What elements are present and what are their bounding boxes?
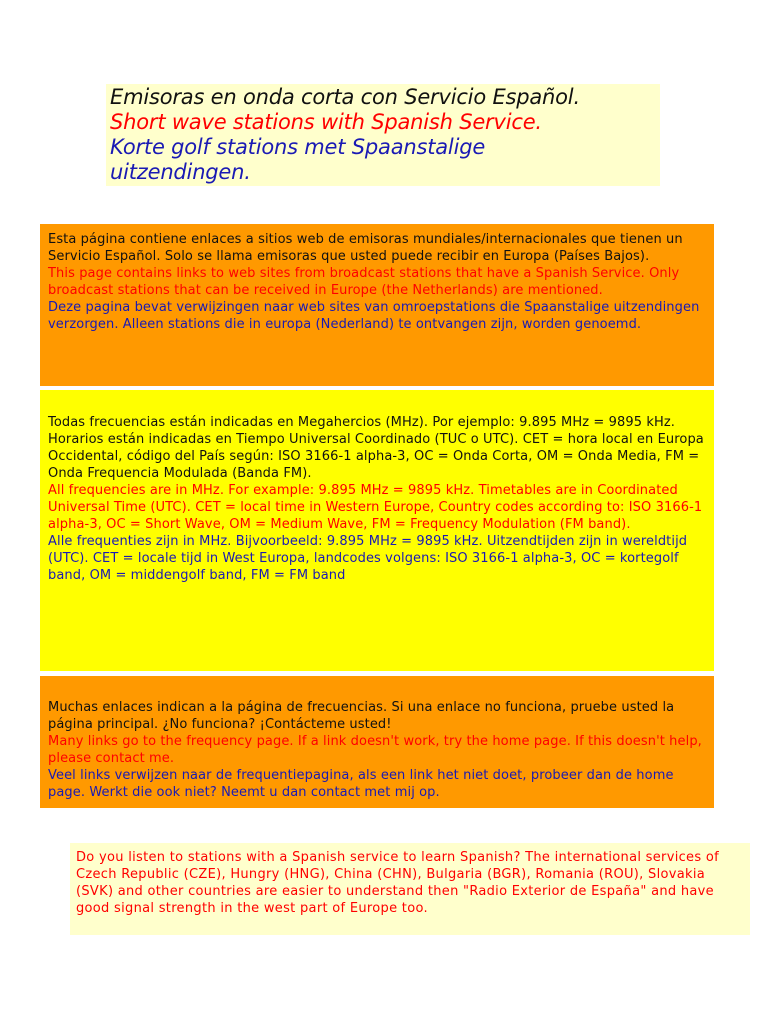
frequencies-dutch: Alle frequenties zijn in MHz. Bijvoorbeeld: 9.895 MHz = 9895 kHz. Uitzendtijden zijn in wereldtijd (UTC). CET = locale tijd in West Europa, landcodes volgens: ISO 3166-1 alpha-3, OC = kortegolf band, OM = middengolf band, FM = FM band <box>48 534 688 583</box>
learn-spanish-english: Do you listen to stations with a Spanish service to learn Spanish? The international services of Czech Republic (CZE), Hungry (HNG), China (CHN), Bulgaria (BGR), Romania (ROU), Slovakia (SVK) and other countries are easier to understand then "Radio Exterior de España" and have good signal strength in the west part of Europe too. <box>76 850 719 916</box>
intro-dutch: Deze pagina bevat verwijzingen naar web sites van omroepstations die Spaanstalige uitzendingen verzorgen. Alleen stations die in europa (Nederland) te ontvangen zijn, worden genoemd. <box>48 300 700 332</box>
links-note-dutch: Veel links verwijzen naar de frequentiepagina, als een link het niet doet, probeer dan de home page. Werkt die ook niet? Neemt u dan contact met mij op. <box>48 768 674 800</box>
title-dutch-line-2: uitzendingen. <box>110 160 251 184</box>
intro-spanish: Esta página contiene enlaces a sitios web de emisoras mundiales/internacionales que tienen un Servicio Español. Solo se llama emisoras que usted puede recibir en Europa (Países Bajos). <box>48 232 683 264</box>
frequencies-english: All frequencies are in MHz. For example: 9.895 MHz = 9895 kHz. Timetables are in Coordinated Universal Time (UTC). CET = local time in Western Europe, Country codes according to: ISO 3166-1 alpha-3, OC = Short Wave, OM = Medium Wave, FM = Frequency Modulation (FM band). <box>48 483 703 532</box>
title-english: Short wave stations with Spanish Service. <box>110 110 542 134</box>
title-dutch-line-1: Korte golf stations met Spaanstalige <box>110 135 486 159</box>
page-title <box>106 84 660 186</box>
links-note-english: Many links go to the frequency page. If a link doesn't work, try the home page. If this doesn't help, please contact me. <box>48 734 702 766</box>
frequencies-spanish: Todas frecuencias están indicadas en Megahercios (MHz). Por ejemplo: 9.895 MHz = 9895 kHz. Horarios están indicadas en Tiempo Universal Coordinado (TUC o UTC). CET = hora local en Europa Occidental, código del País según: ISO 3166-1 alpha-3, OC = Onda Corta, OM = Onda Media, FM = Onda Frequencia Modulada (Banda FM). <box>48 415 704 481</box>
links-note-box <box>40 676 714 808</box>
frequencies-box <box>40 390 714 671</box>
title-spanish: Emisoras en onda corta con Servicio Español. <box>110 85 580 109</box>
learn-spanish-box <box>70 843 750 935</box>
intro-box <box>40 224 714 386</box>
links-note-spanish: Muchas enlaces indican a la página de frecuencias. Si una enlace no funciona, pruebe usted la página principal. ¿No funciona? ¡Contácteme usted! <box>48 700 675 732</box>
intro-english: This page contains links to web sites from broadcast stations that have a Spanish Service. Only broadcast stations that can be received in Europe (the Netherlands) are mentioned. <box>48 266 680 298</box>
